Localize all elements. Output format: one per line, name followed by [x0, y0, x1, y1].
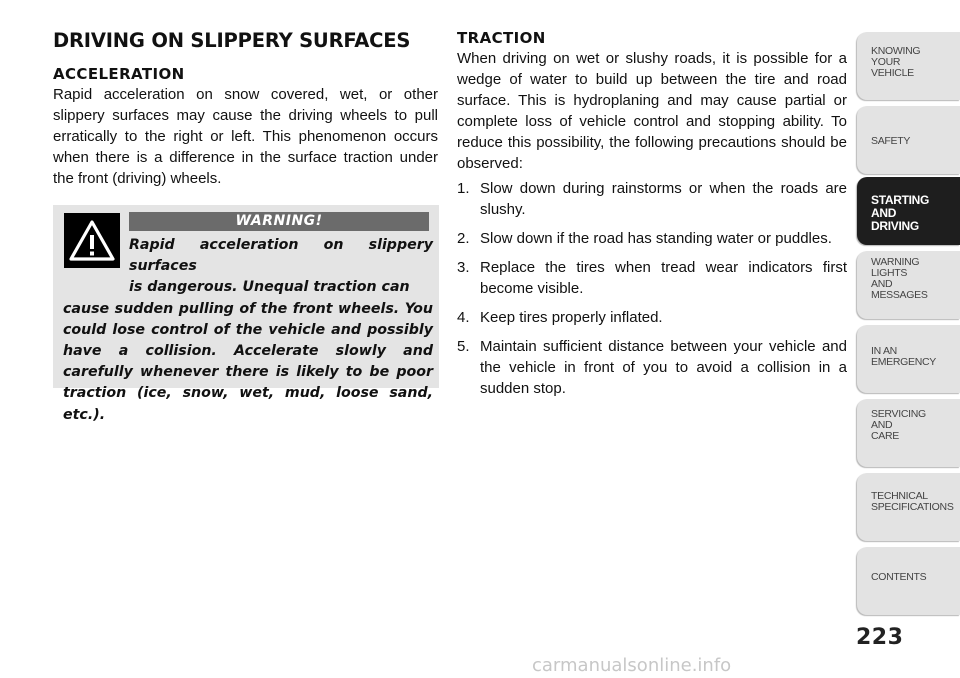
list-item: 4. Keep tires properly inflated.	[457, 309, 663, 326]
chapter-tabs	[857, 0, 960, 678]
right-column	[457, 28, 847, 407]
tab-label: IN AN EMERGENCY	[871, 345, 936, 368]
tab-label: TECHNICAL SPECIFICATIONS	[871, 490, 954, 513]
tab-label: STARTING AND DRIVING	[871, 193, 930, 233]
warning-line-rest: cause sudden pulling of the front wheels. You could lose control of the vehicle and possibly have a collision. Accelerate slowly and carefully whenever there is likely to be poor traction (ice, snow, wet, mud, loose sand, etc.).	[63, 300, 433, 423]
precautions-list	[457, 178, 847, 399]
section-title: DRIVING ON SLIPPERY SURFACES	[53, 29, 411, 52]
warning-label: WARNING!	[129, 212, 429, 231]
left-column	[53, 28, 438, 189]
tab-safety[interactable]	[857, 106, 960, 174]
list-item: 3. Replace the tires when tread wear indicators first become visible.	[457, 259, 847, 297]
page-number: 223	[856, 625, 904, 650]
traction-paragraph: When driving on wet or slushy roads, it is possible for a wedge of water to build up between the tire and road surface. This is hydroplaning and may cause partial or complete loss of vehicle control and stopping ability. To reduce this possibility, the following precautions should be observed:	[457, 50, 847, 172]
warning-line-1: Rapid acceleration on slippery surfaces	[129, 237, 433, 275]
tab-contents[interactable]	[857, 547, 960, 615]
tab-starting-and-driving[interactable]	[857, 177, 960, 245]
acceleration-heading: ACCELERATION	[53, 65, 185, 83]
list-item: 5. Maintain sufficient distance between your vehicle and the vehicle in front of you to avoid a collision in a sudden stop.	[457, 338, 847, 397]
tab-label: KNOWING YOUR VEHICLE	[871, 45, 921, 79]
tab-in-an-emergency[interactable]	[857, 325, 960, 393]
list-item: 2. Slow down if the road has standing water or puddles.	[457, 230, 832, 247]
tab-warning-lights-and-messages[interactable]	[857, 251, 960, 319]
tab-technical-specifications[interactable]	[857, 473, 960, 541]
traction-heading: TRACTION	[457, 29, 546, 47]
tab-label: CONTENTS	[871, 571, 927, 583]
acceleration-paragraph: Rapid acceleration on snow covered, wet, or other slippery surfaces may cause the driving wheels to pull erratically to the right or left. This phenomenon occurs when there is a difference in the surface traction under the front (driving) wheels.	[53, 86, 438, 187]
tab-label: SERVICING AND CARE	[871, 408, 926, 442]
list-item: 1. Slow down during rainstorms or when the roads are slushy.	[457, 180, 847, 218]
tab-servicing-and-care[interactable]	[857, 399, 960, 467]
tab-knowing-your-vehicle[interactable]	[857, 32, 960, 100]
warning-line-2: is dangerous. Unequal traction can	[129, 279, 410, 296]
tab-label: SAFETY	[871, 135, 911, 147]
watermark: carmanualsonline.info	[532, 655, 732, 676]
tab-label: WARNING LIGHTS AND MESSAGES	[871, 256, 928, 301]
warning-box	[53, 205, 439, 423]
warning-text	[63, 235, 433, 426]
